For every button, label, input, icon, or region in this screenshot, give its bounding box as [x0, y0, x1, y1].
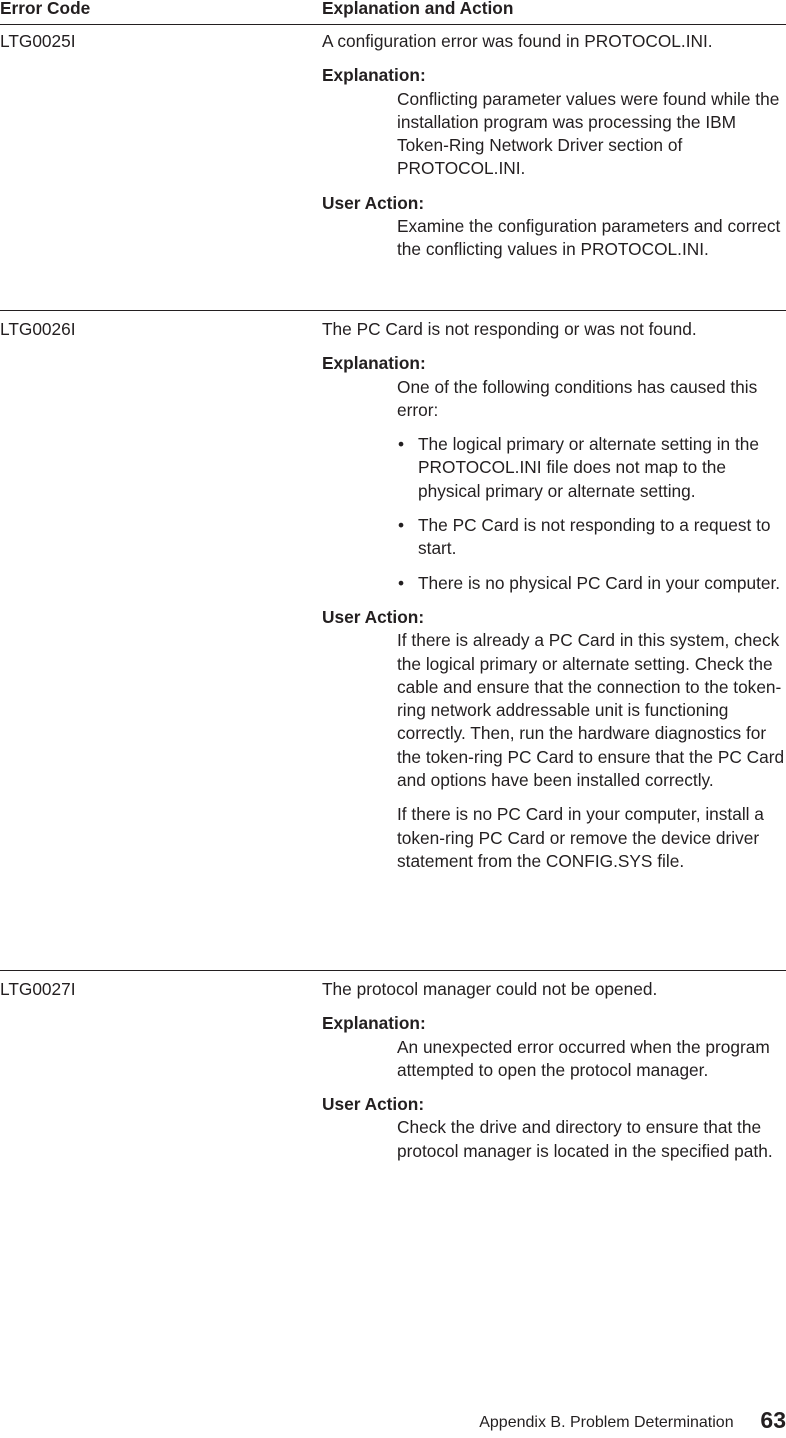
user-action-label: User Action: — [322, 192, 425, 213]
error-entry-ltg0026i — [0, 318, 786, 971]
user-action-text-2: If there is no PC Card in your computer, install a token-ring PC Card or remove the device driver statement from the CONFIG.SYS file. — [397, 804, 764, 871]
entry-body — [322, 978, 786, 1163]
bullet-icon: • — [398, 572, 405, 593]
user-action-label: User Action: — [322, 1094, 425, 1115]
condition-list — [397, 433, 786, 595]
entry-body — [322, 30, 786, 262]
list-item-text: There is no physical PC Card in your computer. — [418, 572, 781, 593]
error-code: LTG0026I — [0, 319, 76, 339]
header-error-code: Error Code — [0, 0, 91, 18]
bullet-icon: • — [398, 434, 405, 455]
table-header — [0, 0, 786, 25]
explanation-label: Explanation: — [322, 65, 426, 86]
explanation-text: One of the following conditions has caused this error: — [397, 376, 758, 420]
page-number: 63 — [760, 1407, 786, 1433]
header-explanation-action: Explanation and Action — [322, 0, 514, 18]
error-code: LTG0025I — [0, 31, 76, 51]
list-item — [397, 433, 786, 503]
list-item-text: The PC Card is not responding to a request to start. — [418, 515, 771, 559]
explanation-text: An unexpected error occurred when the program attempted to open the protocol manager. — [397, 1036, 770, 1080]
user-action-text: Examine the configuration parameters and correct the conflicting values in PROTOCOL.INI. — [397, 216, 781, 260]
list-item — [397, 514, 786, 561]
bullet-icon: • — [398, 515, 405, 536]
page-footer — [479, 1408, 786, 1434]
user-action-text: If there is already a PC Card in this system, check the logical primary or alternate setting. Check the cable and ensure that the connection to the token-ring network addressable unit is functioning correctly. Then, run the hardware diagnostics for the token-ring PC Card to ensure that the PC Card and options have been installed correctly. — [397, 630, 785, 791]
list-item — [397, 572, 786, 595]
error-code: LTG0027I — [0, 979, 76, 999]
explanation-text: Conflicting parameter values were found while the installation program was processing the IBM Token-Ring Network Driver section of PROTOCOL.INI. — [397, 88, 780, 179]
explanation-label: Explanation: — [322, 353, 426, 374]
user-action-text: Check the drive and directory to ensure that the protocol manager is located in the specified path. — [397, 1117, 773, 1161]
entry-body — [322, 318, 786, 873]
error-entry-ltg0027i — [0, 978, 786, 1218]
error-entry-ltg0025i — [0, 30, 786, 311]
list-item-text: The logical primary or alternate setting in the PROTOCOL.INI file does not map to the physical primary or alternate setting. — [418, 434, 759, 501]
footer-section-title: Appendix B. Problem Determination — [479, 1414, 734, 1431]
user-action-label: User Action: — [322, 606, 425, 627]
error-message: A configuration error was found in PROTOCOL.INI. — [322, 31, 713, 51]
error-message: The protocol manager could not be opened. — [322, 979, 658, 999]
explanation-label: Explanation: — [322, 1013, 426, 1034]
error-message: The PC Card is not responding or was not found. — [322, 319, 697, 339]
